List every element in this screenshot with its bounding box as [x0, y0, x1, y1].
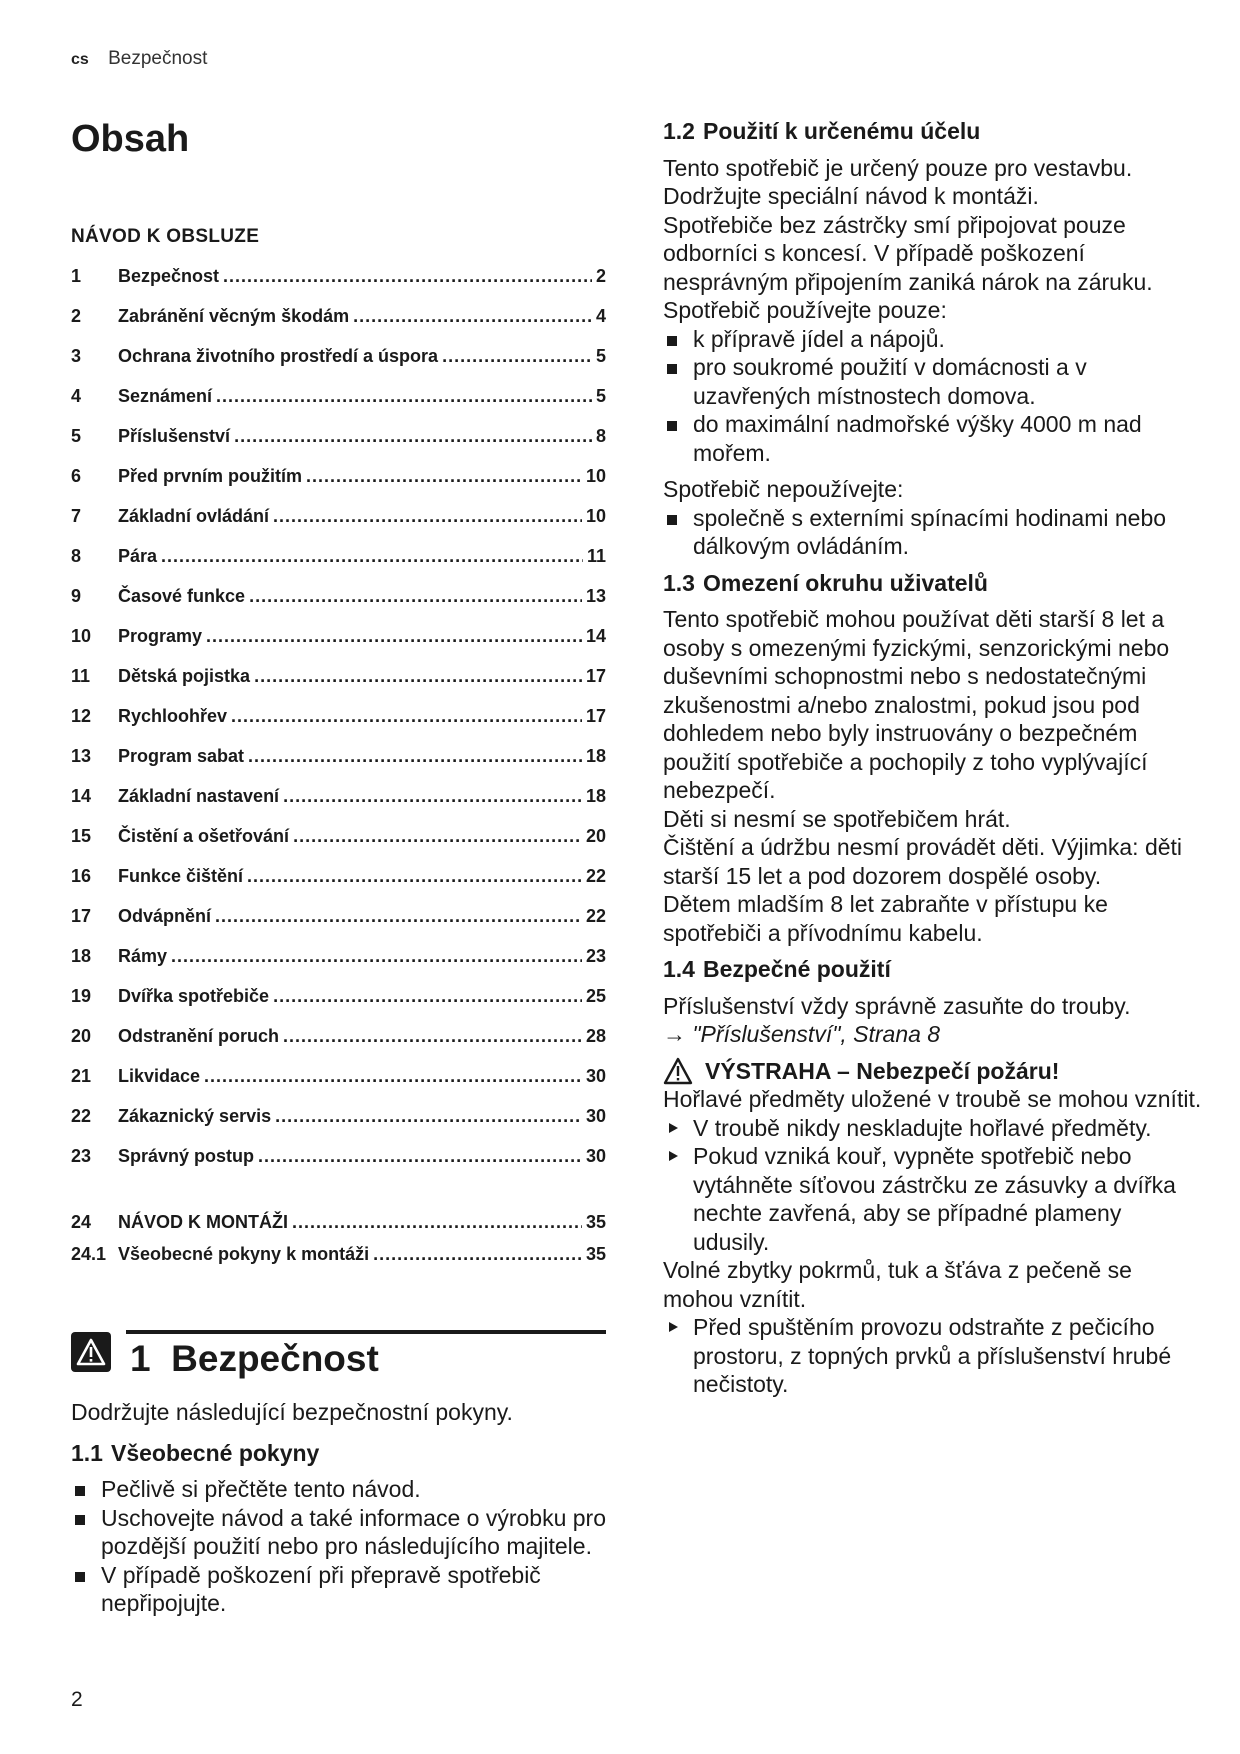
- toc-number: 24: [71, 1212, 92, 1232]
- list-item: Před spuštěním provozu odstraňte z pečicího prostoru, z topných prvků a příslušenství hrubé nečistoty.: [663, 1313, 1203, 1399]
- toc-number: 2: [71, 306, 82, 326]
- warning-icon: [71, 1332, 111, 1372]
- toc-number: 15: [71, 826, 92, 846]
- toc-leader-dots: [258, 1146, 582, 1167]
- toc-entry[interactable]: [71, 1212, 606, 1244]
- right-column-text: [663, 117, 1203, 1399]
- toc-heading: NÁVOD K OBSLUZE: [71, 226, 260, 247]
- list-item: V troubě nikdy neskladujte hořlavé předměty.: [663, 1114, 1203, 1143]
- toc-entry[interactable]: [71, 866, 606, 906]
- toc-number: 6: [71, 466, 82, 486]
- list-item: k přípravě jídel a nápojů.: [663, 325, 1203, 354]
- toc-number: 12: [71, 706, 92, 726]
- toc-leader-dots: [206, 626, 582, 647]
- toc-number: 3: [71, 346, 82, 366]
- toc-page-number: 2: [595, 266, 606, 286]
- warning-triangle-icon: [663, 1057, 693, 1085]
- toc-title: Odvápnění: [118, 906, 212, 926]
- left-column-text: [71, 1398, 606, 1618]
- toc-page-number: 5: [595, 346, 606, 366]
- toc-number: 20: [71, 1026, 92, 1046]
- toc-page-number: 28: [585, 1026, 606, 1046]
- toc-entry[interactable]: [71, 306, 606, 346]
- toc-title: Příslušenství: [118, 426, 231, 446]
- no-use-list: [663, 504, 1203, 561]
- toc-leader-dots: [273, 986, 582, 1007]
- section-heading: [71, 1330, 606, 1382]
- toc-number: 23: [71, 1146, 92, 1166]
- toc-page-number: 11: [586, 546, 606, 566]
- toc-title: Programy: [118, 626, 203, 646]
- toc-page-number: 17: [585, 706, 606, 726]
- toc-title: Zákaznický servis: [118, 1106, 272, 1126]
- toc-title: Seznámení: [118, 386, 213, 406]
- subsection-1-3-title: 1.3 Omezení okruhu uživatelů: [663, 569, 988, 596]
- toc-title: Ochrana životního prostředí a úspora: [118, 346, 439, 366]
- paragraph: Tento spotřebič je určený pouze pro vestavbu. Dodržujte speciální návod k montáži.: [663, 154, 1133, 209]
- list-item: Pečlivě si přečtěte tento návod.: [71, 1475, 606, 1504]
- toc-leader-dots: [442, 346, 592, 367]
- paragraph: Spotřebič používejte pouze:: [663, 297, 947, 323]
- use-list: [663, 325, 1203, 468]
- toc-number: 10: [71, 626, 92, 646]
- list-item: společně s externími spínacími hodinami nebo dálkovým ovládáním.: [663, 504, 1203, 561]
- toc-leader-dots: [306, 466, 582, 487]
- toc-title: Časové funkce: [118, 586, 246, 606]
- toc-number: 24.1: [71, 1244, 107, 1264]
- toc-number: 13: [71, 746, 92, 766]
- list-item: Uschovejte návod a také informace o výrobku pro pozdější použití nebo pro následujícího majitele.: [71, 1504, 606, 1561]
- toc-leader-dots: [353, 306, 592, 327]
- toc-number: 8: [71, 546, 82, 566]
- toc-entry[interactable]: [71, 546, 606, 586]
- fire-steps-list: [663, 1114, 1203, 1257]
- toc-leader-dots: [283, 786, 582, 807]
- paragraph: Dětem mladším 8 let zabraňte v přístupu ke spotřebiči a přívodnímu kabelu.: [663, 891, 1108, 946]
- toc-page-number: 17: [585, 666, 606, 686]
- toc-number: 18: [71, 946, 92, 966]
- toc-number: 21: [71, 1066, 92, 1086]
- toc-leader-dots: [373, 1244, 582, 1265]
- toc-page-number: 13: [585, 586, 606, 606]
- toc-page-number: 23: [585, 946, 606, 966]
- paragraph: Čištění a údržbu nesmí provádět děti. Výjimka: děti starší 15 let a pod dozorem dospělé osoby.: [663, 834, 1183, 889]
- toc-page-number: 30: [585, 1146, 606, 1166]
- toc-entry[interactable]: [71, 986, 606, 1026]
- toc-title: NÁVOD K MONTÁŽI: [118, 1212, 288, 1232]
- toc-page-number: 30: [585, 1106, 606, 1126]
- toc-entry[interactable]: [71, 826, 606, 866]
- toc-title: Pára: [118, 546, 158, 566]
- paragraph: Spotřebič nepoužívejte:: [663, 476, 904, 502]
- toc-leader-dots: [161, 546, 583, 567]
- toc-page-number: 35: [585, 1212, 606, 1232]
- toc-page-number: 22: [585, 906, 606, 926]
- toc-entry[interactable]: [71, 626, 606, 666]
- toc-number: 4: [71, 386, 82, 406]
- section-title: 1 Bezpečnost: [130, 1338, 379, 1379]
- toc-entry[interactable]: [71, 1146, 606, 1186]
- toc-entry[interactable]: [71, 1244, 606, 1276]
- toc-entry[interactable]: [71, 586, 606, 626]
- paragraph: Tento spotřebič mohou používat děti starší 8 let a osoby s omezenými fyzickými, senzorickými nebo duševními schopnostmi nebo s nedostatečnými zkušenostmi a/nebo znalostmi, pokud jsou pod dohledem nebo byly instruovány o bezpečném použití spotřebiče a pochopily z toho vyplývající nebezpečí.: [663, 606, 1170, 803]
- toc-title: Rámy: [118, 946, 168, 966]
- toc-entry[interactable]: [71, 746, 606, 786]
- toc-entry[interactable]: [71, 906, 606, 946]
- toc-number: 11: [71, 666, 91, 686]
- toc-leader-dots: [215, 906, 582, 927]
- toc-title: Před prvním použitím: [118, 466, 303, 486]
- toc-page-number: 14: [585, 626, 606, 646]
- contents-title: Obsah: [71, 118, 190, 160]
- toc-leader-dots: [249, 586, 582, 607]
- toc-entry[interactable]: [71, 1066, 606, 1106]
- toc-page-number: 10: [585, 506, 606, 526]
- list-item: do maximální nadmořské výšky 4000 m nad mořem.: [663, 410, 1203, 467]
- subsection-1-2-title: 1.2 Použití k určenému účelu: [663, 118, 981, 144]
- subsection-1-1-title: 1.1 Všeobecné pokyny: [71, 1439, 320, 1466]
- cross-reference-link[interactable]: → "Příslušenství", Strana 8: [663, 1021, 941, 1047]
- list-item: pro soukromé použití v domácnosti a v uzavřených místnostech domova.: [663, 353, 1203, 410]
- toc-leader-dots: [171, 946, 582, 967]
- toc-number: 19: [71, 986, 92, 1006]
- paragraph: Děti si nesmí se spotřebičem hrát.: [663, 805, 1011, 832]
- toc-title: Dětská pojistka: [118, 666, 251, 686]
- toc-entry[interactable]: [71, 786, 606, 826]
- toc-entry[interactable]: [71, 506, 606, 546]
- toc-montaz: [71, 1212, 606, 1276]
- toc-number: 22: [71, 1106, 92, 1126]
- toc-page-number: 4: [595, 306, 606, 326]
- list-item: V případě poškození při přepravě spotřebič nepřipojujte.: [71, 1561, 606, 1618]
- toc-title: Základní ovládání: [118, 506, 270, 526]
- toc-entry[interactable]: [71, 706, 606, 746]
- toc-leader-dots: [273, 506, 582, 527]
- toc-entry[interactable]: [71, 346, 606, 386]
- toc-leader-dots: [223, 266, 592, 287]
- toc-leader-dots: [254, 666, 582, 687]
- toc-entry[interactable]: [71, 426, 606, 466]
- toc-title: Program sabat: [118, 746, 245, 766]
- toc-leader-dots: [234, 426, 592, 447]
- toc-title: Funkce čištění: [118, 866, 244, 886]
- toc-entry[interactable]: [71, 466, 606, 506]
- toc-page-number: 35: [585, 1244, 606, 1264]
- toc-number: 5: [71, 426, 82, 446]
- toc-title: Odstranění poruch: [118, 1026, 280, 1046]
- fire-warning: VÝSTRAHA – Nebezpečí požáru!: [663, 1057, 1203, 1086]
- page-number: 2: [71, 1688, 83, 1711]
- cleaning-steps-list: [663, 1313, 1203, 1399]
- toc-number: 9: [71, 586, 82, 606]
- toc-page-number: 18: [585, 746, 606, 766]
- toc-title: Dvířka spotřebiče: [118, 986, 270, 1006]
- general-instructions-list: [71, 1475, 606, 1618]
- toc-entry[interactable]: [71, 666, 606, 706]
- toc-number: 17: [71, 906, 92, 926]
- toc-title: Likvidace: [118, 1066, 201, 1086]
- list-item: Pokud vzniká kouř, vypněte spotřebič nebo vytáhněte síťovou zástrčku ze zásuvky a dvířka nechte zavřená, aby se případné plameny udusily.: [663, 1142, 1203, 1256]
- toc-entry[interactable]: [71, 946, 606, 986]
- toc-number: 7: [71, 506, 82, 526]
- section-intro: Dodržujte následující bezpečnostní pokyny.: [71, 1399, 513, 1425]
- toc-leader-dots: [216, 386, 592, 407]
- toc-page-number: 18: [585, 786, 606, 806]
- toc-title: Zabránění věcným škodám: [118, 306, 350, 326]
- toc-leader-dots: [231, 706, 582, 727]
- toc-page-number: 5: [595, 386, 606, 406]
- toc-page-number: 22: [585, 866, 606, 886]
- toc-entry[interactable]: [71, 1026, 606, 1066]
- paragraph: Hořlavé předměty uložené v troubě se mohou vznítit.: [663, 1086, 1202, 1112]
- toc-entry[interactable]: [71, 266, 606, 306]
- toc-leader-dots: [204, 1066, 582, 1087]
- toc-leader-dots: [247, 866, 582, 887]
- toc-title: Bezpečnost: [118, 266, 220, 286]
- toc-leader-dots: [248, 746, 582, 767]
- toc-title: Správný postup: [118, 1146, 255, 1166]
- toc-number: 1: [71, 266, 82, 286]
- toc-leader-dots: [275, 1106, 582, 1127]
- toc-page-number: 20: [585, 826, 606, 846]
- toc-title: Základní nastavení: [118, 786, 280, 806]
- table-of-contents: [71, 266, 606, 1186]
- toc-title: Rychloohřev: [118, 706, 228, 726]
- toc-page-number: 30: [585, 1066, 606, 1086]
- paragraph: Volné zbytky pokrmů, tuk a šťáva z pečeně se mohou vznítit.: [663, 1257, 1132, 1312]
- toc-title: Čistění a ošetřování: [118, 826, 290, 846]
- toc-leader-dots: [293, 826, 582, 847]
- paragraph: Příslušenství vždy správně zasuňte do trouby.: [663, 992, 1131, 1019]
- toc-page-number: 10: [585, 466, 606, 486]
- toc-leader-dots: [283, 1026, 582, 1047]
- toc-title: Všeobecné pokyny k montáži: [118, 1244, 370, 1264]
- language-code: cs: [71, 51, 89, 68]
- toc-number: 14: [71, 786, 92, 806]
- section-rule: [126, 1330, 606, 1334]
- toc-entry[interactable]: [71, 1106, 606, 1146]
- toc-page-number: 25: [585, 986, 606, 1006]
- header-section: Bezpečnost: [108, 48, 208, 69]
- page-header: [71, 48, 207, 70]
- toc-number: 16: [71, 866, 92, 886]
- toc-entry[interactable]: [71, 386, 606, 426]
- subsection-1-4-title: 1.4 Bezpečné použití: [663, 956, 891, 982]
- paragraph: Spotřebiče bez zástrčky smí připojovat pouze odborníci s koncesí. V případě poškození nesprávným připojením zaniká nárok na záruku.: [663, 211, 1153, 295]
- toc-page-number: 8: [595, 426, 606, 446]
- toc-leader-dots: [292, 1212, 582, 1233]
